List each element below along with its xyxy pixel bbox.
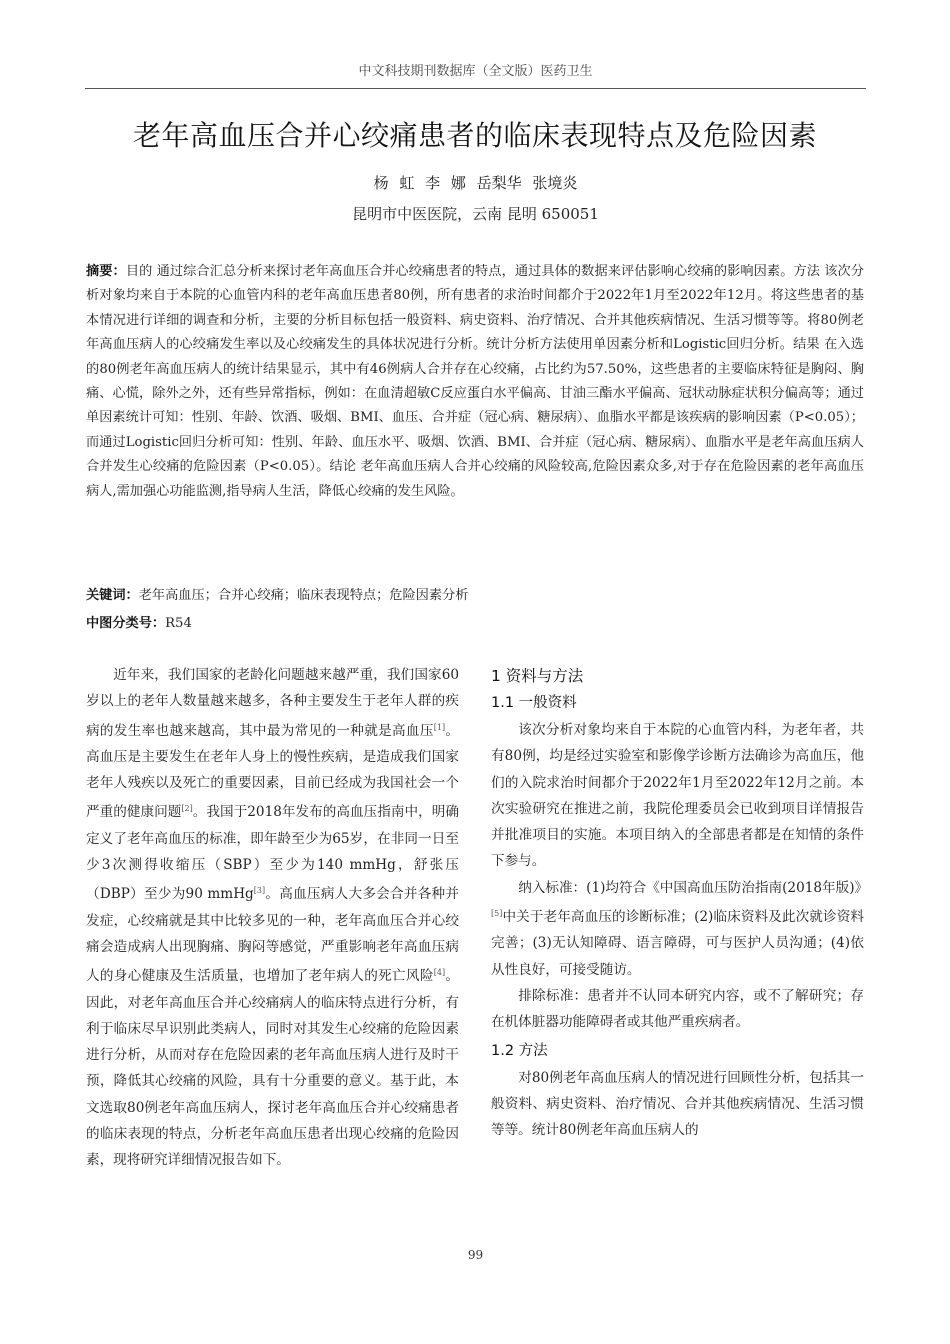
clc-text: R54 <box>165 616 192 631</box>
author-list: 杨 虹 李 娜 岳梨华 张境炎 <box>373 174 578 192</box>
article-title: 老年高血压合并心绞痛患者的临床表现特点及危险因素 <box>132 119 817 152</box>
page-number: 99 <box>467 1248 484 1262</box>
header-rule <box>85 88 866 89</box>
citation-1: [1] <box>433 722 446 732</box>
exclusion-criteria-paragraph: 排除标准：患者并不认同本研究内容，或不了解研究；存在机体脏器功能障碍者或其他严重疾病者。 <box>491 987 864 1031</box>
body-column-left <box>86 662 459 1174</box>
general-data-paragraph: 该次分析对象均来自于本院的心血管内科，为老年者，共有80例，均是经过实验室和影像学诊断方法确诊为高血压，他们的入院求治时间都介于2022年1月至2022年12月之前。本次实验研究在推进之前，我院伦理委员会已收到项目详情报告并批准项目的实施。本项目纳入的全部患者都是在知情的条件下参与。 <box>491 722 864 870</box>
clc-label: 中图分类号： <box>86 616 166 631</box>
citation-4: [4] <box>433 968 446 978</box>
keywords <box>86 584 864 608</box>
citation-2: [2] <box>181 804 193 814</box>
section-1-heading: 1 资料与方法 <box>491 667 584 685</box>
inclusion-criteria-paragraph <box>491 875 869 983</box>
section-1-1-heading: 1.1 一般资料 <box>491 695 577 711</box>
author-affiliation: 昆明市中医医院，云南 昆明 650051 <box>352 205 599 223</box>
keywords-text: 老年高血压；合并心绞痛；临床表现特点；危险因素分析 <box>138 588 469 603</box>
abstract-text: 目的 通过综合汇总分析来探讨老年高血压合并心绞痛患者的特点，通过具体的数据来评估影响心绞痛的影响因素。方法 该次分析对象均来自于本院的心血管内科的老年高血压患者80例，所有患者的求治时间都介于2022年1月至2022年12月。将这些患者的基本情况进行详细的调查和分析，主要的分析目标包括一般资料、病史资料、治疗情况、合并其他疾病情况、生活习惯等等。将80例老年高血压病人的心绞痛发生率以及心绞痛发生的具体状况进行分析。统计分析方法使用单因素分析和Logistic回归分析。结果 在入选的80例老年高血压病人的统计结果显示，其中有46例病人合并存在心绞痛，占比约为57.50%，这些患者的主要临床特征是胸闷、胸痛、心慌，除外之外，还有些异常指标，例如：在血清超敏C反应蛋白水平偏高、甘油三酯水平偏高、冠状动脉症状积分偏高等；通过单因素统计可知：性别、年龄、饮酒、吸烟、BMI、血压、合并症（冠心病、糖尿病）、血脂水平都是该疾病的影响因素（P<0.05）；而通过Logistic回归分析可知：性别、年龄、血压水平、吸烟、饮酒、BMI、合并症（冠心病、糖尿病）、血脂水平是老年高血压病人合并发生心绞痛的危险因素（P<0.05）。结论 老年高血压病人合并心绞痛的风险较高,危险因素众多,对于存在危险因素的老年高血压病人,需加强心功能监测,指导病人生活，降低心绞痛的发生风险。 <box>86 264 864 499</box>
abstract-label: 摘要： <box>86 264 126 279</box>
intro-text: 。因此，对老年高血压合并心绞痛病人的临床特点进行分析，有利于临床尽早识别此类病人，同时对其发生心绞痛的危险因素进行分析，从而对存在危险因素的老年高血压病人进行及时干预，降低其心绞痛的风险，具有十分重要的意义。基于此，本文选取80例老年高血压病人，探讨老年高血压合并心绞痛患者的临床表现的特点，分析老年高血压患者出现心绞痛的危险因素，现将研究详细情况报告如下。 <box>86 968 460 1169</box>
intro-paragraph <box>86 662 459 1174</box>
inclusion-text: 中关于老年高血压的诊断标准；(2)临床资料及此次就诊资料完善；(3)无认知障碍、语言障碍，可与医护人员沟通；(4)依从性良好，可接受随访。 <box>491 909 864 978</box>
citation-3: [3] <box>253 886 266 896</box>
keywords-label: 关键词： <box>86 588 139 603</box>
intro-text: 。高血压病人大多会合并各种并发症，心绞痛就是其中比较多见的一种，老年高血压合并心绞痛会造成病人出现胸痛、胸闷等感觉，严重影响老年高血压病人的身心健康及生活质量，也增加了老年病人的死亡风险 <box>86 886 460 985</box>
method-paragraph: 对80例老年高血压病人的情况进行回顾性分析，包括其一般资料、病史资料、治疗情况、合并其他疾病情况、生活习惯等等。统计80例老年高血压病人的 <box>491 1069 864 1139</box>
journal-header: 中文科技期刊数据库（全文版）医药卫生 <box>358 64 593 79</box>
abstract <box>86 260 864 504</box>
citation-5: [5] <box>491 909 503 919</box>
intro-text: 。高血压是主要发生在老年人身上的慢性疾病，是造成我们国家老年人残疾以及死亡的重要因素，目前已经成为我国社会一个严重的健康问题 <box>86 722 460 821</box>
section-1-2-heading: 1.2 方法 <box>491 1042 548 1059</box>
classification-number <box>86 612 864 636</box>
intro-text: 近年来，我们国家的老龄化问题越来越严重，我们国家60岁以上的老年人数量越来越多，各种主要发生于老年人群的疾病的发生率也越来越高，其中最为常见的一种就是高血压 <box>86 667 459 739</box>
inclusion-text: 纳入标准：(1)均符合《中国高血压防治指南(2018年版)》 <box>518 879 869 896</box>
body-column-right <box>491 662 869 1143</box>
intro-text: 。我国于2018年发布的高血压指南中，明确定义了老年高血压的标准，即年龄至少为65岁，在非同一日至少3次测得收缩压（SBP）至少为140 mmHg，舒张压（DBP）至少为90 mmHg <box>86 804 460 903</box>
